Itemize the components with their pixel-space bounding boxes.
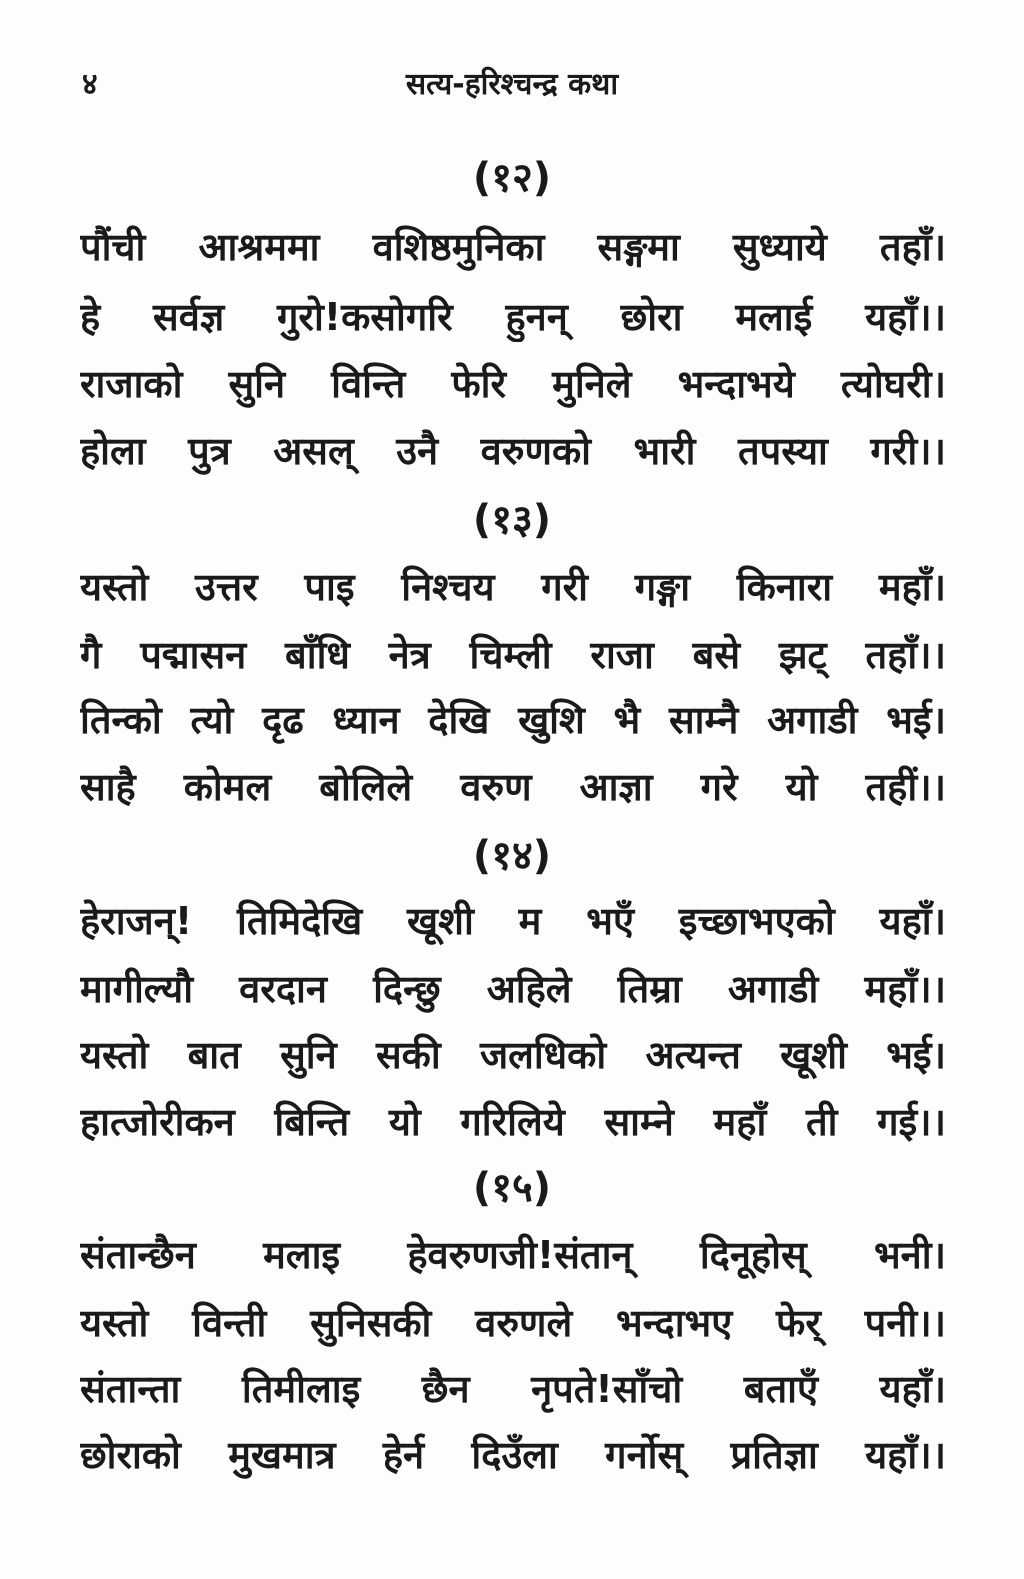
verse-line: साहै कोमल बोलिले वरुण आज्ञा गरे यो तहीं।। bbox=[80, 765, 946, 809]
verse-line: यस्तो बात सुनि सकी जलधिको अत्यन्त खूशी भई। bbox=[80, 1033, 946, 1077]
verse-line: गै पद्मासन बाँधि नेत्र चिम्ली राजा बसे झट् तहाँ।। bbox=[80, 633, 946, 677]
stanza-number: (१४) bbox=[472, 833, 552, 879]
verse-line: हेराजन्! तिमिदेखि खूशी म भएँ इच्छाभएको यहाँ। bbox=[80, 899, 946, 943]
verse-line: यस्तो विन्ती सुनिसकी वरुणले भन्दाभए फेर् पनी।। bbox=[80, 1301, 946, 1345]
running-head-title: सत्य-हरिश्चन्द्र कथा bbox=[405, 67, 619, 102]
verse-line: यस्तो उत्तर पाइ निश्चय गरी गङ्गा किनारा महाँ। bbox=[80, 565, 946, 609]
verse-line: छोराको मुखमात्र हेर्न दिउँला गर्नोस् प्रतिज्ञा यहाँ।। bbox=[80, 1433, 946, 1477]
verse-line: हात्जोरीकन बिन्ति यो गरिलिये साम्ने महाँ ती गई।। bbox=[80, 1100, 946, 1144]
stanza-number: (१२) bbox=[472, 155, 552, 201]
verse-line: पौंची आश्रममा वशिष्ठमुनिका सङ्गमा सुध्याये तहाँ। bbox=[80, 225, 946, 269]
page-number: ४ bbox=[82, 67, 98, 102]
verse-line: संतान्छैन मलाइ हेवरुणजी!संतान् दिनूहोस् भनी। bbox=[80, 1233, 946, 1277]
verse-line: तिन्को त्यो दृढ ध्यान देखि खुशि भै साम्नै अगाडी भई। bbox=[80, 698, 946, 742]
stanza-number: (१५) bbox=[472, 1165, 552, 1211]
stanza-number: (१३) bbox=[472, 497, 552, 543]
verse-line: संतान्ता तिमीलाइ छैन नृपते!साँचो बताएँ यहाँ। bbox=[80, 1367, 946, 1411]
verse-line: होला पुत्र असल् उनै वरुणको भारी तपस्या गरी।। bbox=[80, 429, 946, 473]
verse-line: राजाको सुनि विन्ति फेरि मुनिले भन्दाभये त्योघरी। bbox=[80, 362, 946, 406]
verse-line: हे सर्वज्ञ गुरो!कसोगरि हुनन् छोरा मलाई यहाँ।। bbox=[80, 295, 946, 339]
verse-line: मागील्यौ वरदान दिन्छु अहिले तिम्रा अगाडी महाँ।। bbox=[80, 967, 946, 1011]
